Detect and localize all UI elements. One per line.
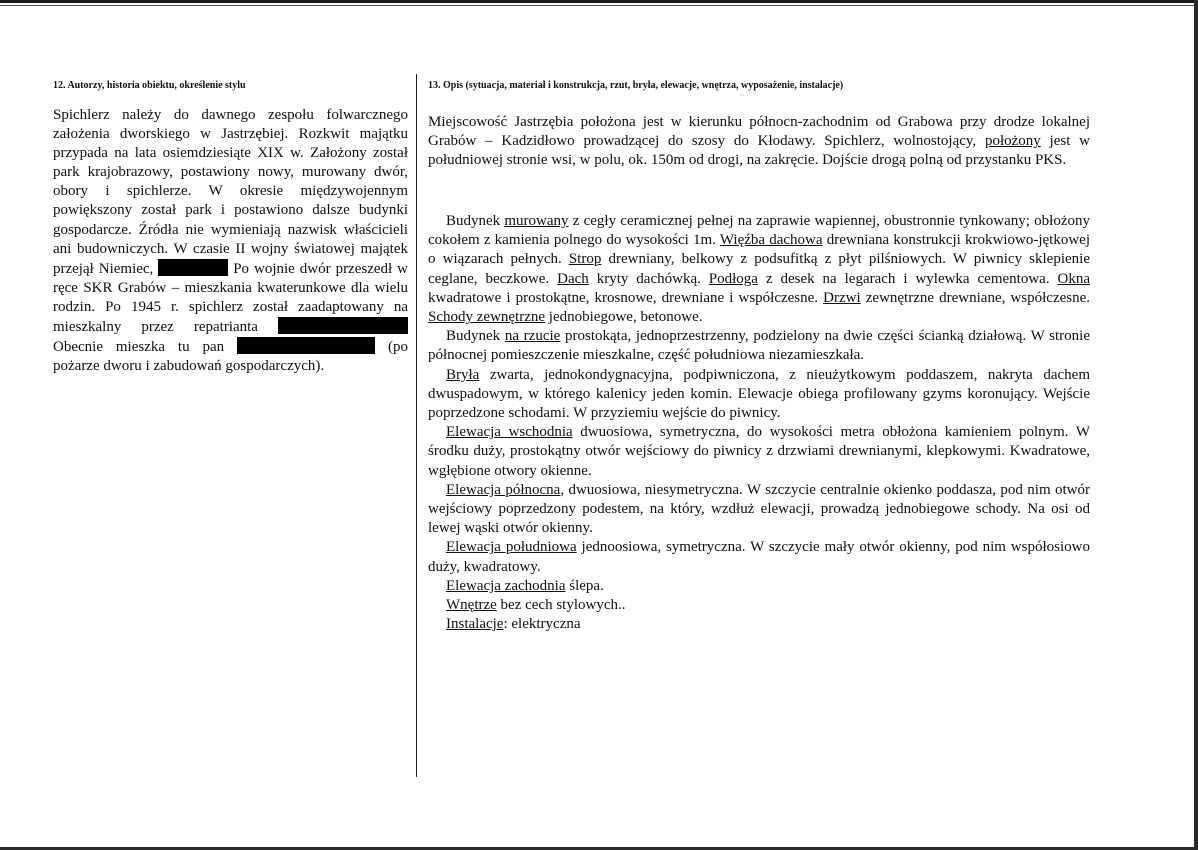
materials-underlined-murowany: murowany	[504, 213, 569, 229]
materials-text-g: kwadratowe i prostokątne, krosnowe, drewniane i współczesne.	[428, 289, 824, 306]
history-text-part-4: (po pożarze dworu i zabudowań gospodarczych).	[53, 339, 409, 375]
materials-text-a: Budynek	[446, 213, 505, 229]
materials-underlined-wiezba: Więźba dachowa	[719, 232, 823, 249]
history-text-part-1: Spichlerz należy do dawnego zespołu folwarcznego założenia dworskiego w Jastrzębiej. Rozkwit majątku przypada na lata osiemdziesiąte XIX w. Założony został park krajobrazowy, postawiony nowy, murowany dwór, obory i spichlerze. W okresie międzywojennym powiększony został park i postawiono dalsze budynki gospodarcze. Źródła nie wymieniają nazwisk właścicieli ani budowniczych. W czasie II wojny światowej majątek przejął Niemiec,	[53, 107, 408, 277]
situation-paragraph	[428, 113, 1090, 171]
redacted-name-2	[278, 317, 408, 334]
plan-text-a: Budynek	[446, 328, 505, 345]
section-13-heading: 13. Opis (sytuacja, materiał i konstrukcja, rzut, bryła, elewacje, wnętrza, wyposażenie, instalacje)	[428, 80, 844, 91]
description-body	[428, 212, 1090, 634]
situation-text-b: jest w południowej stronie wsi, w polu, ok. 150m od drogi, na zakręcie. Dojście drogą polną od przystanku PKS.	[428, 133, 1090, 169]
materials-underlined-schody: Schody zewnętrzne	[428, 309, 546, 326]
history-text-part-2: Po wojnie dwór przeszedł w ręce SKR Grabów – mieszkania kwaterunkowe dla wielu rodzin. Po 1945 r. spichlerz został zaadaptowany na mieszkalny przez repatrianta	[53, 260, 408, 336]
massing-underlined: Bryła	[446, 366, 480, 383]
north-elevation-text: , dwuosiowa, niesymetryczna. W szczycie centralnie okienko poddasza, pod nim otwór wejściowy poprzedzony podestem, na który, wzdłuż elewacji, prowadzą jednobiegowe schody. Na osi od lewej wąski otwór okienny.	[428, 481, 1090, 537]
materials-text-e: kryty dachówką.	[588, 270, 709, 287]
materials-text-d: drewniany, belkowy z podsufitką z płyt pilśniowych. W piwnicy sklepienie ceglane, beczkowe.	[428, 251, 1090, 287]
materials-text-i: jednobiegowe, betonowe.	[545, 309, 703, 326]
south-elevation-paragraph	[428, 538, 1090, 576]
north-elevation-paragraph	[428, 481, 1090, 539]
north-elevation-underlined: Elewacja północna	[446, 481, 561, 498]
west-elevation-underlined: Elewacja zachodnia	[446, 577, 566, 594]
column-divider	[416, 74, 417, 777]
history-text	[53, 106, 408, 376]
materials-underlined-dach: Dach	[557, 270, 589, 287]
east-elevation-text: dwuosiowa, symetryczna, do wysokości metra obłożona kamieniem polnym. W środku duży, prostokątny otwór wejściowy do piwnicy z drzwiami drewnianymi, klepkowymi. Kwadratowe, wgłębione otwory okienne.	[428, 424, 1090, 479]
materials-text-f: z desek na legarach i wylewka cementowa.	[757, 270, 1058, 287]
south-elevation-text: jednoosiowa, symetryczna. W szczycie mały otwór okienny, pod nim współosiowo duży, kwadratowy.	[428, 539, 1090, 575]
materials-underlined-podloga: Podłoga	[708, 270, 758, 287]
situation-text-a: Miejscowość Jastrzębia położona jest w kierunku północn-zachodnim od Grabowa przy drodze lokalnej Grabów – Kadzidłowo prowadzącej do szosy do Kłodawy. Spichlerz, wolnostojący,	[428, 114, 1090, 150]
massing-text: zwarta, jednokondygnacyjna, podpiwniczona, z nieużytkowym poddaszem, nakryta dachem dwuspadowym, w którego kalenicy jeden komin. Elewacje obiega profilowany gzyms koronujący. Wejście poprzedzone schodami. W przyziemiu wejście do piwnicy.	[428, 366, 1090, 422]
installations-underlined: Instalacje	[446, 616, 504, 633]
materials-text-b: z cegły ceramicznej pełnej na zaprawie wapiennej, obustronnie tynkowany; obłożony cokołem z kamienia polnego do wysokości 1m.	[428, 213, 1090, 249]
installations-text: : elektryczna	[503, 616, 581, 633]
west-elevation-paragraph	[428, 577, 1090, 596]
east-elevation-paragraph	[428, 423, 1090, 481]
south-elevation-underlined: Elewacja południowa	[446, 539, 577, 556]
interior-paragraph	[428, 596, 1090, 615]
interior-text: bez cech stylowych..	[496, 597, 626, 614]
materials-paragraph	[428, 212, 1090, 327]
plan-paragraph	[428, 327, 1090, 365]
history-text-part-3: Obecnie mieszka tu pan	[53, 339, 225, 356]
materials-text-c: drewniana konstrukcji krokwiowo-jętkowej o wiązarach pełnych.	[428, 232, 1090, 268]
interior-underlined: Wnętrze	[446, 597, 497, 614]
west-elevation-text: ślepa.	[565, 577, 604, 594]
materials-underlined-drzwi: Drzwi	[823, 289, 861, 306]
section-12-heading: 12. Autorzy, historia obiektu, określenie stylu	[53, 80, 246, 91]
materials-underlined-strop: Strop	[568, 251, 602, 268]
scan-edge-right	[1194, 0, 1198, 850]
scan-edge-top	[0, 0, 1198, 3]
redacted-name-3	[237, 337, 375, 354]
east-elevation-underlined: Elewacja wschodnia	[446, 424, 573, 441]
plan-underlined: na rzucie	[504, 328, 561, 345]
redacted-name-1	[158, 259, 228, 276]
situation-underlined: położony	[984, 133, 1041, 150]
installations-paragraph	[428, 615, 1090, 634]
scan-edge-top-line	[0, 5, 1198, 6]
massing-paragraph	[428, 366, 1090, 424]
materials-text-h: zewnętrzne drewniane, współczesne.	[860, 289, 1091, 306]
plan-text-b: prostokąta, jednoprzestrzenny, podzielony na dwie części ścianką działową. W stronie północnej pomieszczenie mieszkalne, część południowa niezamieszkała.	[428, 328, 1090, 364]
materials-underlined-okna: Okna	[1057, 270, 1090, 287]
